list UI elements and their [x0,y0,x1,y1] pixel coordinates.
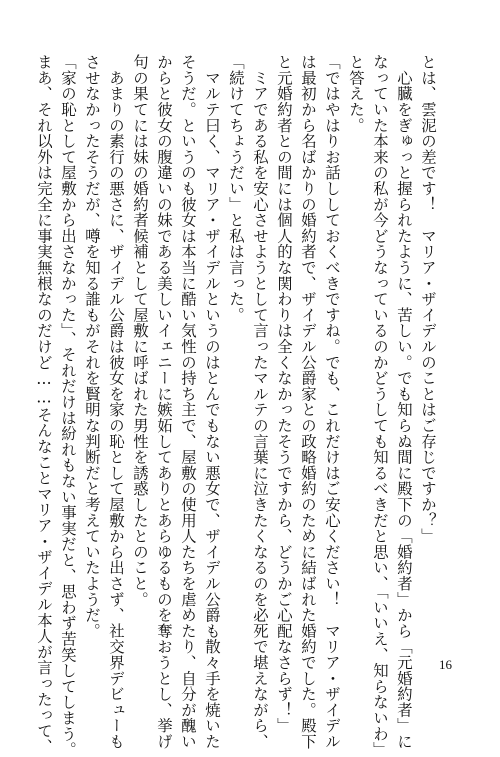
text-line: 「続けてちょうだい」と私は言った。 [227,54,245,323]
text-line: 心臓をぎゅっと握られたように、苦しい。でも知らぬ間に殿下の「婚約者」から「元婚約者」に [395,54,413,750]
text-line: なっていた本来の私が今どうなっているのかどうしても知るべきだと思い、「いいえ、知らないわ」 [371,54,389,757]
text-line: マルテ曰く、マリア・ザイデルというのはとんでもない悪女で、ザイデル公爵も散々手を焼いた [203,54,221,750]
text-line: ミアである私を安心させようとして言ったマルテの言葉に泣きたくなるのを必死で堪えながら、 [251,54,269,750]
text-line: 「ではやはりお話ししておくべきですね。でも、これだけはご安心ください！ マリア・ザイデル [323,54,341,750]
text-line: あまりの素行の悪さに、ザイデル公爵は彼女を家の恥として屋敷から出さず、社交界デビューも [107,54,125,750]
text-line: させなかったそうだが、噂を知る誰もがそれを賢明な判断だと考えていたようだ。 [83,54,101,639]
text-line: そうだ。というのも彼女は本当に酷い気性の持ち主で、屋敷の使用人たちを虐めたり、自分が醜い [179,54,197,750]
text-line: からと彼女の腹違いの妹である美しいイェニーに嫉妬してありとあらゆるものを奪おうとし、挙げ [155,54,173,750]
text-line: まあ、それ以外は完全に事実無根なのだけど……そんなことマリア・ザイデル本人が言ったって、 [35,54,53,755]
text-line: は最初から名ばかりの婚約者で、ザイデル公爵家との政略婚約のために結ばれた婚約でした。殿下 [299,54,317,750]
vertical-text-body [35,54,440,757]
text-line: 「家の恥として屋敷から出さなかった」、それだけは紛れもない事実だと、思わず苦笑してしまう。 [59,54,77,757]
text-line: と元婚約者との間には個人的な関わりは全くなかったそうですから、どうかご心配なさらず！」 [275,54,293,734]
page-number: 16 [439,657,452,672]
text-line: 句の果てには妹の婚約者候補として屋敷に呼ばれた男性を誘惑したとのこと。 [131,54,149,607]
text-line: と答えた。 [347,54,365,133]
text-line: とは、雲泥の差です！ マリア・ザイデルのことはご存じですか？」 [419,54,437,544]
